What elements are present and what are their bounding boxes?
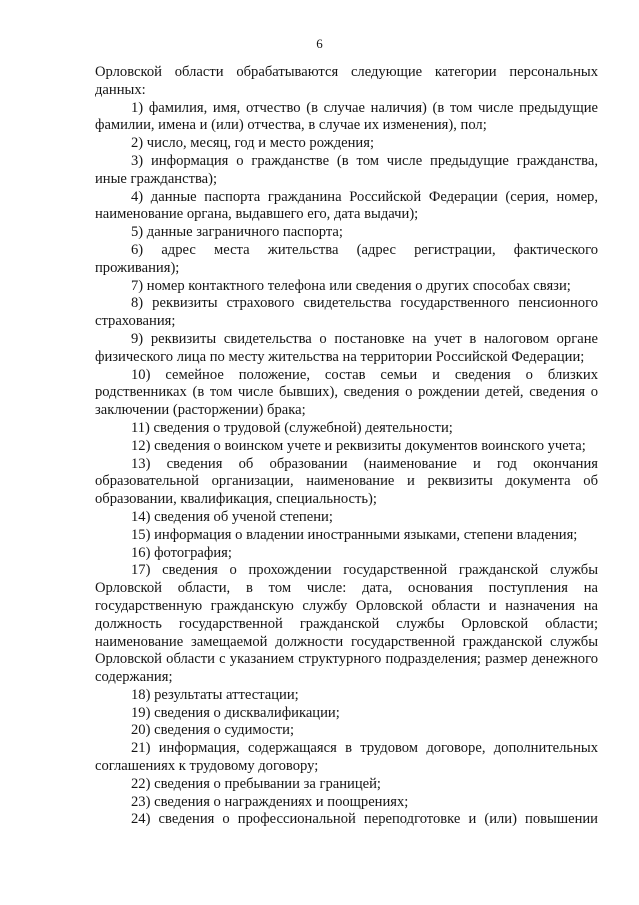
list-item-22: 22) сведения о пребывании за границей; xyxy=(131,775,381,792)
list-item-20: 20) сведения о судимости; xyxy=(131,722,295,739)
list-item-4: 4) данные паспорта гражданина Российской Федерации (серия, номер, наименование органа, выдавшего его, дата выдачи); xyxy=(95,188,598,223)
list-item-2: 2) число, месяц, год и место рождения; xyxy=(131,135,374,152)
list-item-23: 23) сведения о награждениях и поощрениях; xyxy=(131,793,409,810)
list-item-7: 7) номер контактного телефона или сведения о других способах связи; xyxy=(131,277,571,294)
page-number: 6 xyxy=(316,36,323,51)
list-item-10: 10) семейное положение, состав семьи и сведения о близких родственниках (в том числе бывших), сведения о рождении детей, сведения о заключении (расторжении) брака; xyxy=(95,366,598,419)
list-item-18: 18) результаты аттестации; xyxy=(131,686,299,703)
list-item-13: 13) сведения об образовании (наименование и год окончания образовательной организации, наименование и реквизиты документа об образовании, квалификация, специальность); xyxy=(95,455,598,508)
list-item-9: 9) реквизиты свидетельства о постановке на учет в налоговом органе физического лица по месту жительства на территории Российской Федерации; xyxy=(95,330,598,365)
paragraph-continuation: Орловской области обрабатываются следующие категории персональных данных: xyxy=(95,64,598,98)
list-item-16: 16) фотография; xyxy=(131,544,232,561)
list-item-14: 14) сведения об ученой степени; xyxy=(131,508,333,525)
list-item-24: 24) сведения о профессиональной переподготовке и (или) повышении xyxy=(131,811,598,828)
list-item-1: 1) фамилия, имя, отчество (в случае наличия) (в том числе предыдущие фамилии, имена и (или) отчества, в случае их изменения), пол; xyxy=(95,99,598,134)
list-item-21: 21) информация, содержащаяся в трудовом договоре, дополнительных соглашениях к трудовому договору; xyxy=(95,740,598,775)
list-item-5: 5) данные заграничного паспорта; xyxy=(131,224,343,241)
list-item-15: 15) информация о владении иностранными языками, степени владения; xyxy=(131,526,578,543)
list-item-19: 19) сведения о дисквалификации; xyxy=(131,704,340,721)
list-item-12: 12) сведения о воинском учете и реквизиты документов воинского учета; xyxy=(131,437,586,454)
list-item-3: 3) информация о гражданстве (в том числе предыдущие гражданства, иные гражданства); xyxy=(95,152,598,187)
list-item-8: 8) реквизиты страхового свидетельства государственного пенсионного страхования; xyxy=(95,295,598,330)
list-item-17: 17) сведения о прохождении государственной гражданской службы Орловской области, в том числе: дата, основания поступления на государственную гражданскую службу Орловской области и назначения на должность государственной гражданской службы Орловской области; наименование замещаемой должности государственной гражданской службы Орловской области с указанием структурного подразделения; размер денежного содержания; xyxy=(95,562,598,686)
list-item-6: 6) адрес места жительства (адрес регистрации, фактического проживания); xyxy=(95,241,598,276)
document-body xyxy=(95,64,598,829)
list-item-11: 11) сведения о трудовой (служебной) деятельности; xyxy=(131,419,453,436)
